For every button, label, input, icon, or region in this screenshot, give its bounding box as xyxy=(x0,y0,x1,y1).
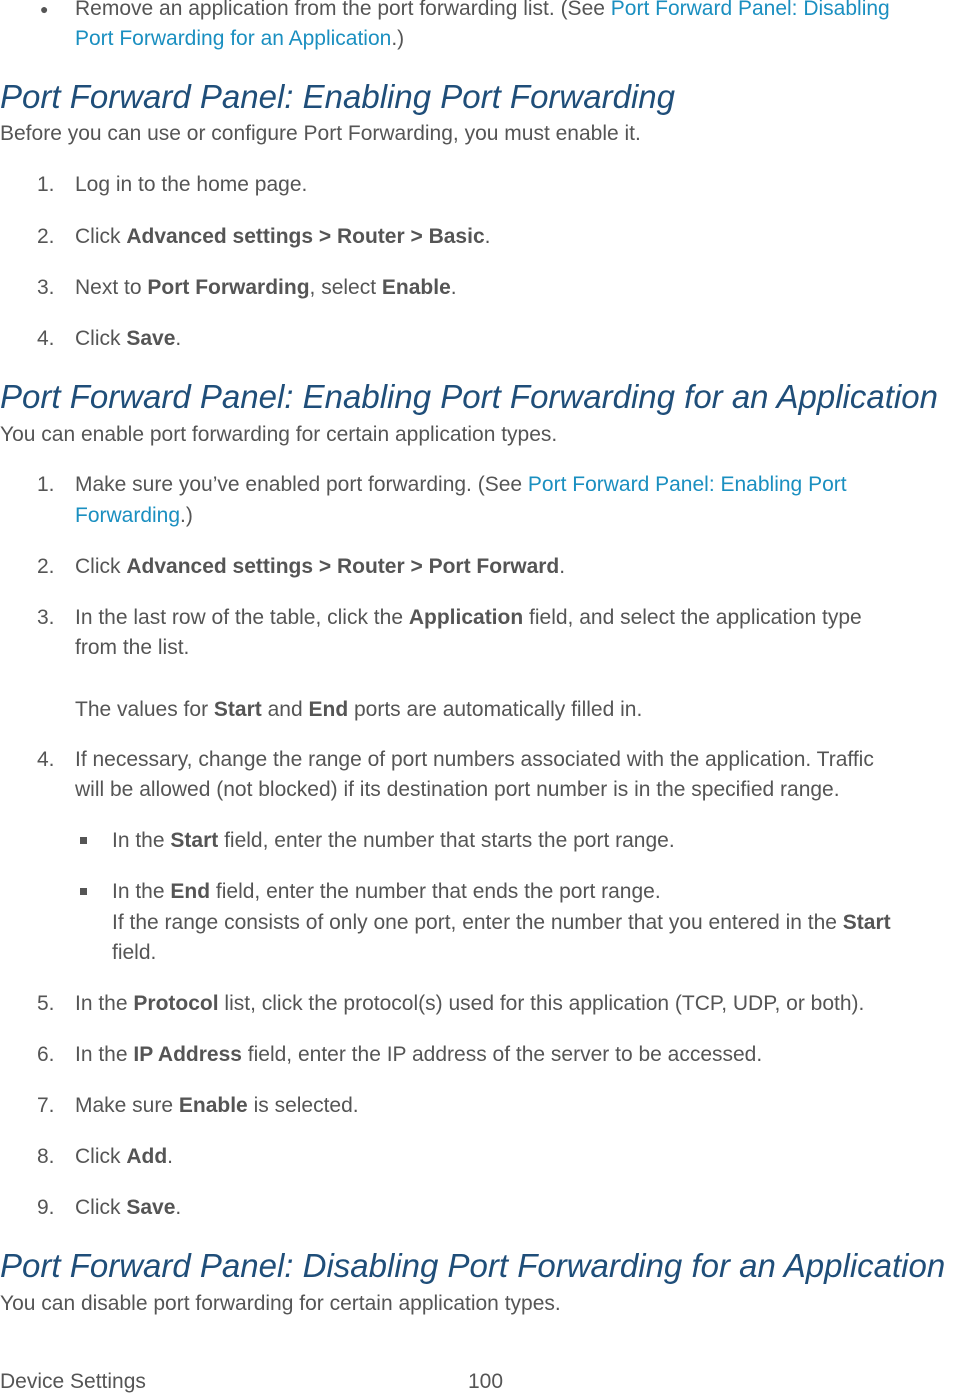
step-text: Click Save. xyxy=(75,327,182,350)
step-text: If necessary, change the range of port numbers associated with the application. Traffic xyxy=(75,748,874,771)
section-heading-enabling-application: Port Forward Panel: Enabling Port Forwarding for an Application xyxy=(0,378,938,415)
step-text-cont: Forwarding.) xyxy=(75,504,193,527)
step-text: Make sure Enable is selected. xyxy=(75,1094,359,1117)
step-number: 2. xyxy=(37,225,55,248)
step-number: 6. xyxy=(37,1043,55,1066)
section-heading-disabling-application: Port Forward Panel: Disabling Port Forwarding for an Application xyxy=(0,1247,946,1284)
step-text: In the last row of the table, click the Application field, and select the application type xyxy=(75,606,862,629)
step-text-cont: will be allowed (not blocked) if its destination port number is in the specified range. xyxy=(75,778,840,801)
step-number: 3. xyxy=(37,606,55,629)
link-enabling-port-forwarding-cont[interactable]: Forwarding xyxy=(75,504,181,527)
sub-step-text-cont: field. xyxy=(112,941,157,964)
step-text: In the Protocol list, click the protocol(s) used for this application (TCP, UDP, or both). xyxy=(75,992,865,1015)
step-number: 8. xyxy=(37,1145,55,1168)
sub-step-text: In the End field, enter the number that ends the port range. xyxy=(112,880,661,903)
step-number: 4. xyxy=(37,327,55,350)
step-number: 7. xyxy=(37,1094,55,1117)
step-text: Next to Port Forwarding, select Enable. xyxy=(75,276,457,299)
intro-bullet-line2: Port Forwarding for an Application.) xyxy=(75,27,405,50)
step-number: 1. xyxy=(37,473,55,496)
step-text: Click Save. xyxy=(75,1196,182,1219)
sub-step-text: In the Start field, enter the number that starts the port range. xyxy=(112,829,675,852)
step-number: 3. xyxy=(37,276,55,299)
bullet-marker: ● xyxy=(40,1,49,17)
step-number: 4. xyxy=(37,748,55,771)
step-text: Log in to the home page. xyxy=(75,173,308,196)
link-enabling-port-forwarding[interactable]: Port Forward Panel: Enabling Port xyxy=(527,473,847,496)
section-intro: You can disable port forwarding for certain application types. xyxy=(0,1292,561,1315)
step-text: In the IP Address field, enter the IP address of the server to be accessed. xyxy=(75,1043,763,1066)
page-number: 100 xyxy=(468,1370,504,1393)
section-heading-enabling: Port Forward Panel: Enabling Port Forwarding xyxy=(0,78,675,115)
section-intro: Before you can use or configure Port Forwarding, you must enable it. xyxy=(0,122,641,145)
step-text: Make sure you’ve enabled port forwarding. (See Port Forward Panel: Enabling Port xyxy=(75,473,847,496)
intro-bullet-line1: Remove an application from the port forwarding list. (See Port Forward Panel: Disabling xyxy=(75,0,890,24)
link-disabling-port-forwarding[interactable]: Port Forward Panel: Disabling xyxy=(610,0,890,20)
step-number: 9. xyxy=(37,1196,55,1219)
link-disabling-port-forwarding-cont[interactable]: Port Forwarding for an Application xyxy=(75,27,392,50)
footer-section-name: Device Settings xyxy=(0,1370,146,1393)
section-intro: You can enable port forwarding for certain application types. xyxy=(0,423,558,446)
square-bullet xyxy=(80,888,87,895)
step-note: The values for Start and End ports are automatically filled in. xyxy=(75,698,643,721)
step-number: 2. xyxy=(37,555,55,578)
step-number: 5. xyxy=(37,992,55,1015)
step-text: Click Advanced settings > Router > Port Forward. xyxy=(75,555,566,578)
sub-step-text-cont: If the range consists of only one port, enter the number that you entered in the Start xyxy=(112,911,891,934)
square-bullet xyxy=(80,837,87,844)
step-text: Click Add. xyxy=(75,1145,174,1168)
step-number: 1. xyxy=(37,173,55,196)
step-text-cont: from the list. xyxy=(75,636,190,659)
step-text: Click Advanced settings > Router > Basic. xyxy=(75,225,491,248)
